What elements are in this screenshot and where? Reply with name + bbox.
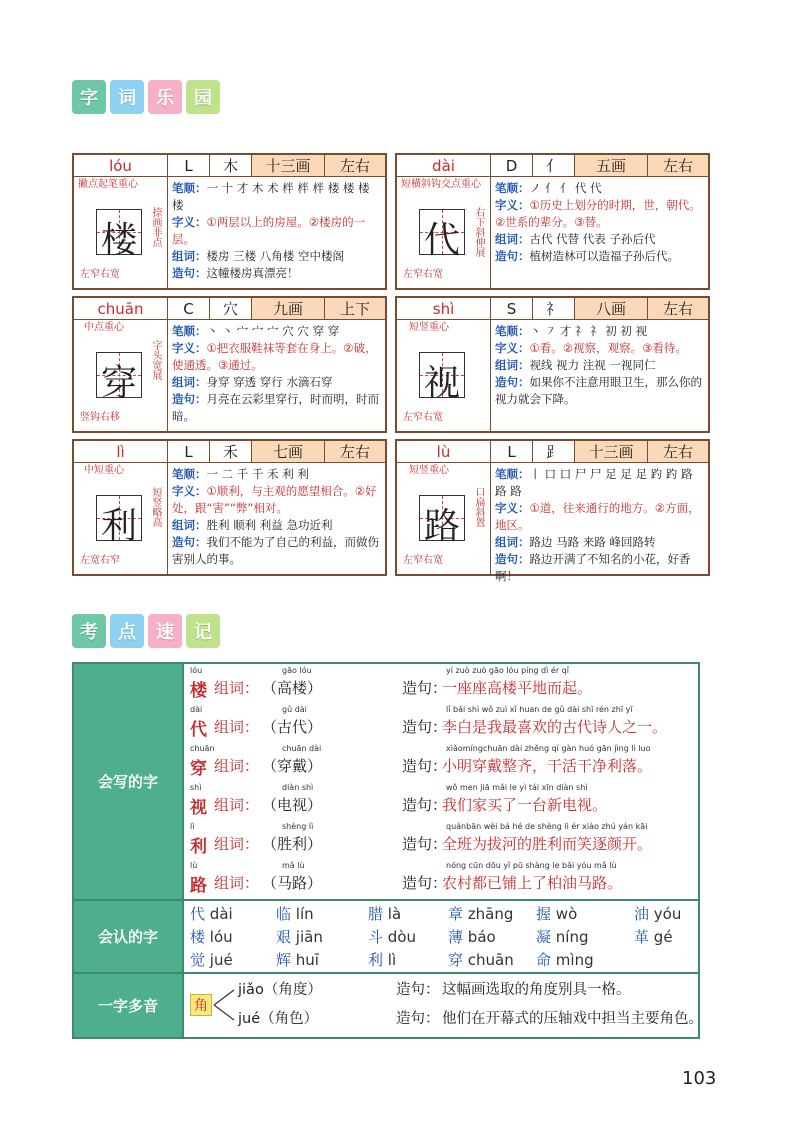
card-header: [397, 441, 708, 463]
poly-sentence-1: 他们在开幕式的压轴戏中担当主要角色。: [442, 1011, 703, 1027]
banner-tile: 词: [110, 80, 144, 114]
card-strokes: 十三画: [252, 155, 325, 176]
sentence: 一座座高楼平地而起。: [442, 679, 593, 697]
read-char-item: [276, 926, 323, 947]
read-char: 利: [368, 951, 384, 969]
word: （马路）: [262, 874, 323, 892]
stroke-order: 丶 ㇇ 才 礻 礻 初 初 视: [529, 324, 648, 338]
card-initial: L: [168, 155, 210, 176]
word: （高楼）: [262, 679, 323, 697]
word-pinyin: gǔ dài: [282, 705, 307, 714]
read-pinyin: wò: [555, 905, 578, 923]
char-pinyin: lì: [190, 822, 195, 831]
sentence-pinyin: xiǎomíngchuān dài zhěng qí gàn huó gān jìng lì luo: [446, 744, 651, 753]
read-char-item: [190, 926, 233, 947]
ziyi-label: 字义：: [172, 484, 207, 498]
poly-zaoju-label-0: 造句：: [396, 982, 440, 998]
read-label: 会认的字: [74, 901, 184, 972]
read-char-item: [448, 926, 496, 947]
section-banner-key-points: [72, 614, 220, 648]
word-pinyin: mǎ lù: [282, 861, 305, 870]
zaoju-label: 造句：: [402, 679, 448, 697]
writing-tip: 字头宽展: [150, 340, 161, 380]
bishun-label: 笔顺：: [495, 181, 530, 195]
sentence: 路边开满了不知名的小花，好香啊！: [495, 552, 691, 583]
word-pinyin: diàn shì: [282, 783, 314, 792]
read-char: 凝: [536, 928, 552, 946]
read-char: 代: [190, 905, 206, 923]
poly-char-box: 角: [190, 994, 212, 1016]
card-pinyin: lì: [74, 441, 168, 462]
read-char-item: [368, 949, 396, 970]
words: 古代 代替 代表 子孙后代: [529, 232, 656, 246]
card-structure: 左右: [325, 441, 385, 462]
write-char: 路: [190, 876, 207, 896]
card-initial: L: [168, 441, 210, 462]
card-details: [491, 463, 708, 583]
read-char-item: [276, 949, 319, 970]
writing-tip: 短竖略高: [150, 487, 161, 527]
bishun-label: 笔顺：: [172, 324, 207, 338]
ziyi-label: 字义：: [495, 501, 530, 515]
card-pinyin: shì: [397, 298, 491, 319]
writing-tip: 左窄右宽: [403, 555, 443, 566]
card-structure: 左右: [325, 155, 385, 176]
card-big-char: 利: [100, 506, 137, 547]
writing-tip: 竖钩右移: [80, 412, 120, 423]
character-card: [72, 439, 387, 576]
card-big-char: 穿: [100, 363, 137, 404]
card-big-char: 代: [423, 220, 460, 261]
writing-tip: 左窄右宽: [403, 412, 443, 423]
word-pinyin: gāo lóu: [282, 666, 312, 675]
zaoju-label: 造句：: [402, 796, 448, 814]
bishun-label: 笔顺：: [495, 324, 530, 338]
read-char-item: [190, 903, 233, 924]
read-pinyin: lín: [295, 905, 314, 923]
sentence: 全班为拔河的胜利而笑逐颜开。: [442, 835, 653, 853]
tian-grid: [419, 209, 465, 261]
sentence: 我们家买了一台新电视。: [442, 796, 608, 814]
tian-grid: [419, 495, 465, 547]
poly-content: [184, 974, 703, 1037]
read-char: 握: [536, 905, 552, 923]
sentence: 李白是我最喜欢的古代诗人之一。: [442, 718, 668, 736]
read-char: 斗: [368, 928, 384, 946]
character-card: [395, 439, 710, 583]
writing-tip: 短横斜钩交点重心: [401, 179, 481, 190]
zuci-label: 组词：: [214, 835, 260, 853]
card-initial: L: [491, 441, 533, 462]
word: （胜利）: [262, 835, 323, 853]
meaning: ①道，往来通行的地方。②方面，地区。: [495, 501, 700, 532]
zaoju-label: 造句：: [172, 535, 207, 549]
tian-grid: [419, 352, 465, 404]
stroke-order: 一 二 千 千 禾 利 利: [206, 467, 309, 481]
zuci-label: 组词：: [495, 358, 530, 372]
card-details: [168, 463, 385, 574]
words: 楼房 三楼 八角楼 空中楼阁: [206, 249, 344, 263]
sentence: 我们不能为了自己的利益，而做伤害别人的事。: [172, 535, 379, 566]
read-char: 临: [276, 905, 292, 923]
character-card: [72, 296, 387, 433]
stroke-order: ノ 亻 亻 代 代: [529, 181, 602, 195]
write-row: [190, 705, 695, 743]
card-strokes: 七画: [252, 441, 325, 462]
card-header: [74, 298, 385, 320]
read-char: 觉: [190, 951, 206, 969]
read-char-item: [190, 949, 233, 970]
bishun-label: 笔顺：: [172, 467, 207, 481]
write-rows: [184, 664, 698, 899]
read-pinyin: gé: [653, 928, 673, 946]
zuci-label: 组词：: [172, 249, 207, 263]
sentence: 农村都已铺上了柏油马路。: [442, 874, 623, 892]
word: （电视）: [262, 796, 323, 814]
summary-table: [72, 662, 703, 1039]
card-pinyin: dài: [397, 155, 491, 176]
card-char-panel: [74, 463, 168, 574]
card-char-panel: [397, 320, 491, 431]
zuci-label: 组词：: [214, 718, 260, 736]
read-pinyin: lóu: [209, 928, 233, 946]
zuci-label: 组词：: [214, 757, 260, 775]
zuci-label: 组词：: [172, 375, 207, 389]
sentence-pinyin: nóng cūn dōu yǐ pū shàng le bǎi yóu mǎ lù: [446, 861, 617, 870]
card-structure: 左右: [648, 155, 708, 176]
read-char: 辉: [276, 951, 292, 969]
card-pinyin: lóu: [74, 155, 168, 176]
write-char: 利: [190, 837, 207, 857]
tian-grid: [96, 209, 142, 261]
read-char: 革: [634, 928, 650, 946]
read-items: [184, 901, 698, 972]
sentence-pinyin: lǐ bái shì wǒ zuì xǐ huan de gǔ dài shī rén zhī yī: [446, 705, 633, 714]
read-pinyin: níng: [555, 928, 589, 946]
write-char: 楼: [190, 681, 207, 701]
words: 视线 视力 注视 一视同仁: [529, 358, 656, 372]
writing-tip: 左窄右宽: [403, 269, 443, 280]
writing-tip: 短竖重心: [409, 465, 449, 476]
write-char: 代: [190, 720, 207, 740]
write-row: [190, 861, 695, 899]
read-pinyin: mìng: [555, 951, 594, 969]
card-radical: ⻊: [533, 441, 575, 462]
zaoju-label: 造句：: [172, 392, 207, 406]
read-pinyin: jiān: [295, 928, 323, 946]
read-char: 命: [536, 951, 552, 969]
card-initial: C: [168, 298, 210, 319]
banner-tile: 速: [148, 614, 182, 648]
read-pinyin: yóu: [653, 905, 682, 923]
writing-tip: 中点重心: [84, 322, 124, 333]
card-header: [397, 298, 708, 320]
words: 身穿 穿透 穿行 水滴石穿: [206, 375, 333, 389]
card-initial: S: [491, 298, 533, 319]
ziyi-label: 字义：: [495, 198, 530, 212]
bishun-label: 笔顺：: [172, 181, 207, 195]
zuci-label: 组词：: [214, 679, 260, 697]
poly-zaoju-label-1: 造句：: [396, 1011, 440, 1027]
banner-tile: 乐: [148, 80, 182, 114]
write-section: [74, 664, 698, 901]
ziyi-label: 字义：: [172, 215, 207, 229]
words: 路边 马路 来路 峰回路转: [529, 535, 656, 549]
card-char-panel: [397, 177, 491, 288]
card-details: [168, 177, 385, 288]
banner-tile: 园: [186, 80, 220, 114]
read-char: 艰: [276, 928, 292, 946]
sentence: 小明穿戴整齐，干活干净利落。: [442, 757, 653, 775]
banner-tile: 记: [186, 614, 220, 648]
read-pinyin: huī: [295, 951, 319, 969]
read-pinyin: dòu: [387, 928, 417, 946]
sentence: 如果你不注意用眼卫生，那么你的视力就会下降。: [495, 375, 702, 406]
meaning: ①历史上划分的时期，世，朝代。②世系的辈分。③替。: [495, 198, 701, 229]
tian-grid: [96, 495, 142, 547]
poly-reading-0: jiǎo（角度）: [238, 982, 322, 998]
read-char-item: [634, 903, 681, 924]
banner-tile: 考: [72, 614, 106, 648]
card-radical: 禾: [210, 441, 252, 462]
meaning: ①顺利，与主观的愿望相合。②好处，跟“害”“弊”相对。: [172, 484, 377, 515]
zaoju-label: 造句：: [495, 375, 530, 389]
read-char-item: [276, 903, 314, 924]
card-strokes: 五画: [575, 155, 648, 176]
char-pinyin: dài: [190, 705, 203, 714]
card-big-char: 视: [423, 363, 460, 404]
branch-lines: [212, 982, 236, 1028]
sentence-pinyin: quánbān wèi bá hé de shèng lì ér xiào zhú yán kāi: [446, 822, 648, 831]
zuci-label: 组词：: [172, 518, 207, 532]
banner-tile: 点: [110, 614, 144, 648]
meaning: ①把衣服鞋袜等套在身上。②破，使通透。③通过。: [172, 341, 377, 372]
zaoju-label: 造句：: [495, 552, 530, 566]
read-pinyin: là: [387, 905, 402, 923]
sentence: 月亮在云彩里穿行，时而明，时而暗。: [172, 392, 379, 423]
card-structure: 左右: [648, 298, 708, 319]
writing-tip: 中短重心: [84, 465, 124, 476]
char-pinyin: lù: [190, 861, 198, 870]
sentence: 植树造林可以造福子孙后代。: [529, 249, 679, 263]
read-char: 油: [634, 905, 650, 923]
poly-section: [74, 974, 703, 1037]
read-char-item: [368, 903, 401, 924]
words: 胜利 顺利 利益 急功近利: [206, 518, 333, 532]
writing-tip: 左宽右窄: [80, 555, 120, 566]
zaoju-label: 造句：: [495, 249, 530, 263]
read-char-item: [536, 949, 594, 970]
character-card: [395, 153, 710, 290]
writing-tip: 左窄右宽: [80, 269, 120, 280]
read-char-item: [448, 903, 513, 924]
writing-tip: 撇点起笔重心: [78, 179, 138, 190]
read-char-item: [536, 926, 589, 947]
char-pinyin: lóu: [190, 666, 203, 675]
card-strokes: 十三画: [575, 441, 648, 462]
card-big-char: 楼: [100, 220, 137, 261]
read-char: 楼: [190, 928, 206, 946]
writing-tip: 短竖重心: [409, 322, 449, 333]
banner-tile: 字: [72, 80, 106, 114]
bishun-label: 笔顺：: [495, 467, 530, 481]
read-char: 薄: [448, 928, 464, 946]
sentence-pinyin: wǒ men jiā mǎi le yì tái xīn diàn shì: [446, 783, 588, 792]
write-char: 穿: [190, 759, 207, 779]
writing-tip: 右下斜伸展: [473, 207, 484, 257]
char-pinyin: chuān: [190, 744, 215, 753]
write-row: [190, 744, 695, 782]
card-radical: 亻: [533, 155, 575, 176]
card-char-panel: [74, 320, 168, 431]
zaoju-label: 造句：: [402, 757, 448, 775]
read-char: 章: [448, 905, 464, 923]
zaoju-label: 造句：: [172, 266, 207, 280]
write-row: [190, 822, 695, 860]
zuci-label: 组词：: [214, 796, 260, 814]
card-structure: 左右: [648, 441, 708, 462]
ziyi-label: 字义：: [172, 341, 207, 355]
zuci-label: 组词：: [495, 232, 530, 246]
character-card: [72, 153, 387, 290]
read-char-item: [536, 903, 577, 924]
tian-grid: [96, 352, 142, 404]
zaoju-label: 造句：: [402, 835, 448, 853]
stroke-order: 丨 口 口 尸 尸 足 足 足 趵 趵 路 路 路: [495, 467, 693, 498]
zuci-label: 组词：: [495, 535, 530, 549]
read-pinyin: báo: [467, 928, 496, 946]
write-row: [190, 666, 695, 704]
word-pinyin: chuān dài: [282, 744, 322, 753]
write-char: 视: [190, 798, 207, 818]
card-radical: 木: [210, 155, 252, 176]
zaoju-label: 造句：: [402, 874, 448, 892]
card-big-char: 路: [423, 506, 460, 547]
write-row: [190, 783, 695, 821]
read-section: [74, 901, 698, 974]
card-header: [74, 441, 385, 463]
read-char-item: [448, 949, 514, 970]
card-pinyin: chuān: [74, 298, 168, 319]
card-details: [491, 177, 708, 288]
zuci-label: 组词：: [214, 874, 260, 892]
poly-sentence-0: 这幅画选取的角度别具一格。: [442, 982, 631, 998]
section-banner-word-garden: [72, 80, 220, 114]
ziyi-label: 字义：: [495, 341, 530, 355]
read-pinyin: jué: [209, 951, 233, 969]
page-number: 103: [682, 1068, 717, 1089]
stroke-order: 丶 丶 宀 宀 宀 穴 穴 穿 穿: [206, 324, 340, 338]
card-structure: 上下: [325, 298, 385, 319]
read-char: 穿: [448, 951, 464, 969]
card-char-panel: [397, 463, 491, 574]
read-char-item: [634, 926, 673, 947]
card-details: [491, 320, 708, 431]
read-char: 腊: [368, 905, 384, 923]
card-header: [74, 155, 385, 177]
character-card: [395, 296, 710, 433]
read-pinyin: chuān: [467, 951, 514, 969]
word: （穿戴）: [262, 757, 323, 775]
card-header: [397, 155, 708, 177]
read-pinyin: dài: [209, 905, 233, 923]
sentence-pinyin: yí zuò zuò gāo lóu píng dì ér qǐ: [446, 666, 569, 675]
read-pinyin: zhāng: [467, 905, 514, 923]
zaoju-label: 造句：: [402, 718, 448, 736]
card-char-panel: [74, 177, 168, 288]
poly-label: 一字多音: [74, 974, 184, 1037]
writing-tip: 捺画非点: [150, 207, 161, 247]
stroke-order: 一 十 才 木 术 柈 柈 柈 楼 楼 楼 楼: [172, 181, 370, 212]
write-label: 会写的字: [74, 664, 184, 899]
meaning: ①看。②视察，观察。③看待。: [529, 341, 687, 355]
card-radical: 穴: [210, 298, 252, 319]
card-strokes: 九画: [252, 298, 325, 319]
word: （古代）: [262, 718, 323, 736]
card-radical: 礻: [533, 298, 575, 319]
read-char-item: [368, 926, 416, 947]
meaning: ①两层以上的房屋。②楼房的一层。: [172, 215, 366, 246]
read-pinyin: lì: [387, 951, 397, 969]
sentence: 这幢楼房真漂亮！: [206, 266, 299, 280]
card-details: [168, 320, 385, 431]
card-pinyin: lù: [397, 441, 491, 462]
poly-reading-1: jué（角色）: [238, 1011, 319, 1027]
writing-tip: 口扁斜置: [473, 487, 484, 527]
card-initial: D: [491, 155, 533, 176]
card-strokes: 八画: [575, 298, 648, 319]
word-pinyin: shèng lì: [282, 822, 314, 831]
char-pinyin: shì: [190, 783, 202, 792]
